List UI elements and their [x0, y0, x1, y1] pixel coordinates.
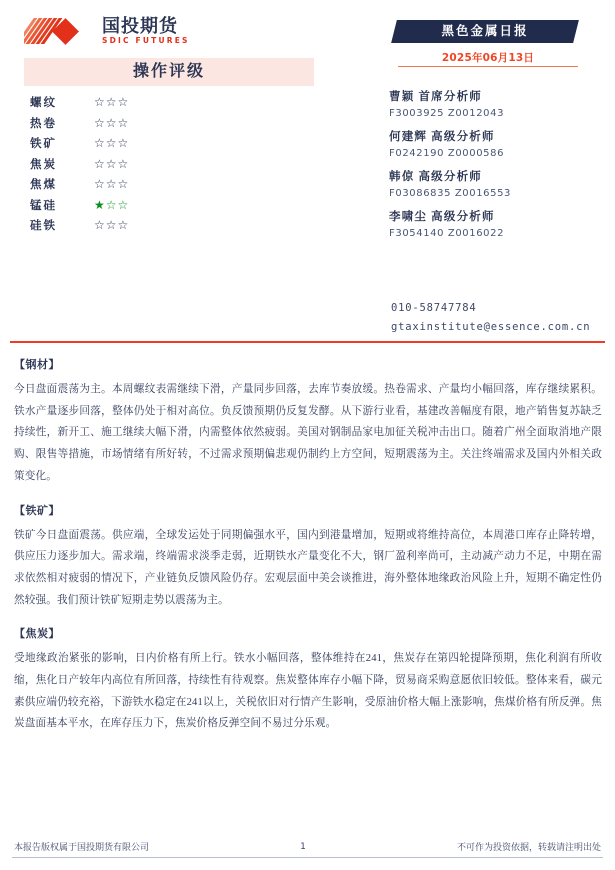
- footer-copyright: 本报告版权属于国投期货有限公司: [14, 842, 150, 852]
- rating-stars: ★☆☆: [94, 197, 130, 212]
- rating-stars: ☆☆☆: [94, 156, 130, 171]
- footer-divider: [12, 857, 603, 858]
- section-title: 【铁矿】: [14, 504, 60, 517]
- rating-row: [24, 154, 314, 175]
- analyst-name: 韩倞 高级分析师: [389, 171, 482, 183]
- rating-commodity-name: 焦煤: [30, 179, 57, 192]
- logo-company-name-en: SDIC FUTURES: [102, 35, 190, 45]
- analyst-license-codes: F03086835 Z0016553: [389, 188, 512, 199]
- header-divider: [10, 341, 605, 343]
- contact-email[interactable]: gtaxinstitute@essence.com.cn: [391, 321, 591, 333]
- rating-commodity-name: 锰硅: [30, 199, 57, 212]
- logo-company-name-cn: 国投期货: [102, 15, 178, 37]
- section-paragraph: 今日盘面震荡为主。本周螺纹表需继续下滑，产量同步回落，去库节奏放缓。热卷需求、产量均小幅回落，库存继续累积。铁水产量逐步回落，整体仍处于相对高位。负反馈预期仍反复发酵。从下游行业看，基建改善幅度有限，地产销售复苏缺乏持续性，新开工、施工继续大幅下滑，内需整体依然疲弱。美国对钢制品家电加征关税冲击出口。随着广州全面取消地产限购、限售等措施，市场情绪有所好转，不过需求预期偏悲观仍制约上方空间，短期震荡为主。关注终端需求及国内外相关政策变化。: [14, 384, 602, 482]
- analyst-license-codes: F3003925 Z0012043: [389, 108, 505, 119]
- report-body: [14, 356, 602, 749]
- section-title: 【钢材】: [14, 359, 60, 371]
- contact-block: [391, 302, 615, 340]
- contact-phone: 010-58747784: [391, 302, 477, 314]
- rating-row: [24, 113, 314, 134]
- rating-panel-title: 操作评级: [24, 58, 314, 86]
- date-underline: [398, 66, 578, 67]
- rating-row: [24, 133, 314, 154]
- logo-text: [102, 15, 190, 45]
- rating-stars: ☆☆☆: [94, 115, 130, 130]
- footer-page-number: 1: [300, 841, 306, 852]
- sdic-diamond-stripes-icon: [24, 16, 96, 46]
- report-date: 2025年06月13日: [441, 52, 535, 64]
- rating-commodity-name: 螺纹: [30, 97, 57, 110]
- analyst-list: [389, 88, 615, 248]
- rating-commodity-name: 焦炭: [30, 158, 57, 171]
- section-paragraph: 受地缘政治紧张的影响，日内价格有所上行。铁水小幅回落，整体维持在241，焦炭存在第四轮提降预期，焦化利润有所收缩，焦化日产较年内高位有所回落，持续性有待观察。焦炭整体库存小幅下降，贸易商采购意愿依旧较低。整体来看，碳元素供应端仍较充裕，下游铁水稳定在241以上，关税依旧对行情产生影响，受原油价格大幅上涨影响，焦煤价格有所反弹。焦炭盘面基本平水，在库存压力下，焦炭价格反弹空间不易过分乐观。: [14, 653, 602, 730]
- report-header: [0, 0, 615, 341]
- rating-row: [24, 174, 314, 195]
- section-paragraph: 铁矿今日盘面震荡。供应端，全球发运处于同期偏强水平，国内到港量增加，短期或将维持高位，本周港口库存止降转增，供应压力逐步加大。需求端，终端需求淡季走弱，近期铁水产量变化不大，钢厂盈利率尚可，主动减产动力不足，中期在需求依然相对疲弱的情况下，产业链负反馈风险仍存。宏观层面中美会谈推进，海外整体地缘政治风险上升，短期不确定性仍然较强。我们预计铁矿短期走势以震荡为主。: [14, 529, 602, 606]
- rating-stars: ☆☆☆: [94, 95, 130, 110]
- analyst-name: 曹颖 首席分析师: [389, 91, 482, 103]
- rating-stars: ☆☆☆: [94, 218, 130, 233]
- analyst-license-codes: F3054140 Z0016022: [389, 228, 505, 239]
- analyst-name: 何建辉 高级分析师: [389, 131, 495, 143]
- rating-row: [24, 195, 314, 216]
- rating-row: [24, 215, 314, 236]
- rating-commodity-name: 硅铁: [30, 220, 57, 233]
- section-title: 【焦炭】: [14, 628, 60, 641]
- rating-stars: ☆☆☆: [94, 177, 130, 192]
- page-footer: [14, 840, 601, 853]
- rating-commodity-name: 铁矿: [30, 138, 57, 151]
- report-title: 黑色金属日报: [441, 24, 529, 38]
- company-logo: [24, 16, 190, 46]
- rating-row: [24, 92, 314, 113]
- analyst-license-codes: F0242190 Z0000586: [389, 148, 505, 159]
- rating-commodity-name: 热卷: [30, 117, 57, 130]
- rating-stars: ☆☆☆: [94, 136, 130, 151]
- analyst-name: 李啸尘 高级分析师: [389, 211, 495, 223]
- rating-table: [24, 92, 314, 236]
- footer-disclaimer: 不可作为投资依据，转载请注明出处: [456, 842, 601, 852]
